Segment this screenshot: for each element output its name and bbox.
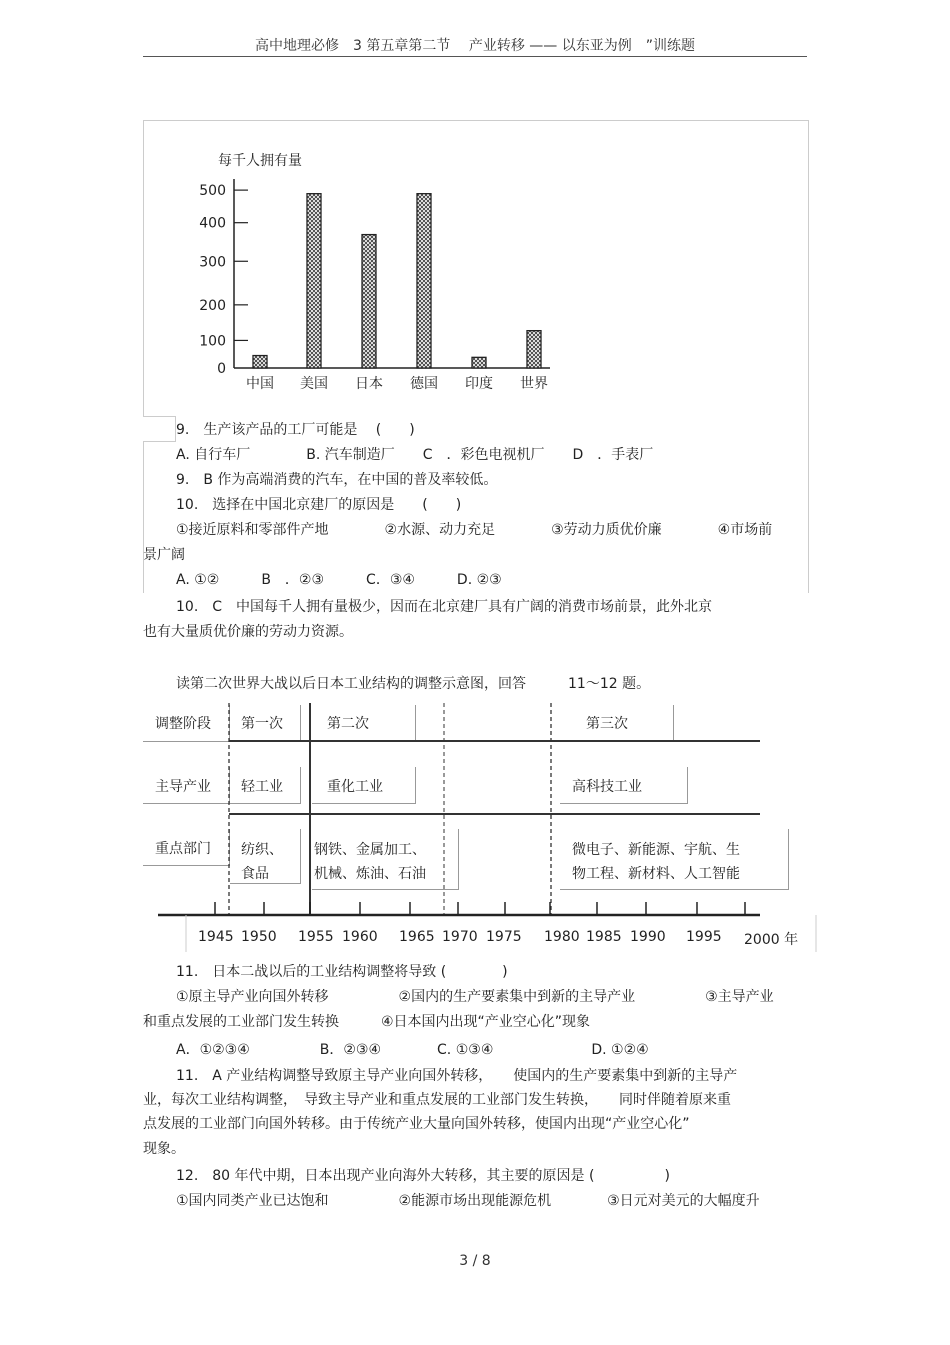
- q9-answer: 9. B 作为高端消费的汽车，在中国的普及率较低。: [176, 472, 498, 488]
- sector-3-line-1: 微电子、新能源、宇航、生: [572, 842, 740, 858]
- industry-1: 轻工业: [241, 779, 283, 795]
- q11-choices-2: 和重点发展的工业部门发生转换 ④日本国内出现“产业空心化”现象: [143, 1014, 591, 1030]
- timeline-year: 1955: [298, 929, 334, 945]
- row-label-sector: 重点部门: [155, 841, 211, 857]
- timeline-year: 1950: [241, 929, 277, 945]
- timeline-year: 1975: [486, 929, 522, 945]
- q11-options: A．①②③④ B．②③④ C. ①③④ D. ①②④: [176, 1042, 649, 1058]
- timeline-year: 1995: [686, 929, 722, 945]
- chart-y-tick-label: 300: [199, 254, 226, 271]
- stage-3: 第三次: [586, 716, 628, 732]
- q10-stem: 10. 选择在中国北京建厂的原因是 ( ): [176, 497, 462, 513]
- q11-choices-1: ①原主导产业向国外转移 ②国内的生产要素集中到新的主导产业 ③主导产业: [176, 989, 774, 1005]
- timeline-year: 1980: [544, 929, 580, 945]
- page-number: 3 / 8: [459, 1253, 491, 1269]
- q9-stem: 9. 生产该产品的工厂可能是 ( ): [176, 422, 415, 438]
- timeline-year: 1990: [630, 929, 666, 945]
- chart-category-label: 德国: [410, 376, 438, 392]
- q11-answer-3: 点发展的工业部门向国外转移。由于传统产业大量向国外转移，使国内出现“产业空心化”: [143, 1116, 690, 1132]
- row-label-stage: 调整阶段: [155, 716, 211, 732]
- stage-1: 第一次: [241, 716, 283, 732]
- chart-category-label: 世界: [520, 376, 548, 392]
- q11-answer-2: 业，每次工业结构调整， 导致主导产业和重点发展的工业部门发生转换， 同时伴随着原来重: [143, 1092, 731, 1108]
- page-header: 高中地理必修 3 第五章第二节 产业转移 —— 以东亚为例 ”训练题: [255, 38, 695, 54]
- sector-1-line-1: 纺织、: [241, 842, 283, 858]
- q11-answer-4: 现象。: [143, 1141, 185, 1157]
- chart-category-label: 日本: [355, 376, 383, 392]
- chart-y-tick-label: 500: [199, 183, 226, 200]
- sector-3-line-2: 物工程、新材料、人工智能: [572, 866, 740, 882]
- chart-y-tick-label: 200: [199, 297, 226, 314]
- chart-y-tick-label: 100: [199, 333, 226, 350]
- q10-answer-1: 10. C 中国每千人拥有量极少，因而在北京建厂具有广阔的消费市场前景，此外北京: [176, 599, 713, 615]
- timeline-year: 1970: [442, 929, 478, 945]
- sector-2-line-1: 钢铁、金属加工、: [314, 842, 426, 858]
- timeline-year: 2000 年: [744, 932, 799, 948]
- chart-category-label: 中国: [246, 376, 274, 392]
- q9-options: A. 自行车厂 B. 汽车制造厂 C ．彩色电视机厂 D ．手表厂: [176, 447, 654, 463]
- chart-category-label: 印度: [465, 376, 493, 392]
- timeline-year: 1945: [198, 929, 234, 945]
- chart-ylabel: 每千人拥有量: [218, 153, 302, 169]
- q12-choices-1: ①国内同类产业已达饱和 ②能源市场出现能源危机 ③日元对美元的大幅度升: [176, 1193, 760, 1209]
- q10-choices-1: ①接近原料和零部件产地 ②水源、动力充足 ③劳动力质优价廉 ④市场前: [176, 522, 773, 538]
- timeline-year: 1960: [342, 929, 378, 945]
- q11-answer-1: 11. A 产业结构调整导致原主导产业向国外转移， 使国内的生产要素集中到新的主导产: [176, 1068, 738, 1084]
- q10-options: A. ①② B ．②③ C．③④ D. ②③: [176, 572, 502, 588]
- q10-choices-2: 景广阔: [143, 547, 185, 563]
- timeline-year: 1965: [399, 929, 435, 945]
- industry-3: 高科技工业: [572, 779, 642, 795]
- chart-y-tick-label: 400: [199, 215, 226, 232]
- stage-2: 第二次: [327, 716, 369, 732]
- q12-stem: 12. 80 年代中期，日本出现产业向海外大转移，其主要的原因是 ( ): [176, 1168, 670, 1184]
- timeline-year: 1985: [586, 929, 622, 945]
- chart-y-tick-label: 0: [217, 361, 226, 377]
- sector-2-line-2: 机械、炼油、石油: [314, 866, 426, 882]
- q10-answer-2: 也有大量质优价廉的劳动力资源。: [143, 624, 353, 640]
- chart-category-label: 美国: [300, 376, 328, 392]
- sector-1-line-2: 食品: [241, 866, 269, 882]
- timeline-intro: 读第二次世界大战以后日本工业结构的调整示意图，回答 11～12 题。: [176, 676, 651, 692]
- row-label-industry: 主导产业: [155, 779, 211, 795]
- industry-2: 重化工业: [327, 779, 383, 795]
- q11-stem: 11. 日本二战以后的工业结构调整将导致 ( ): [176, 964, 508, 980]
